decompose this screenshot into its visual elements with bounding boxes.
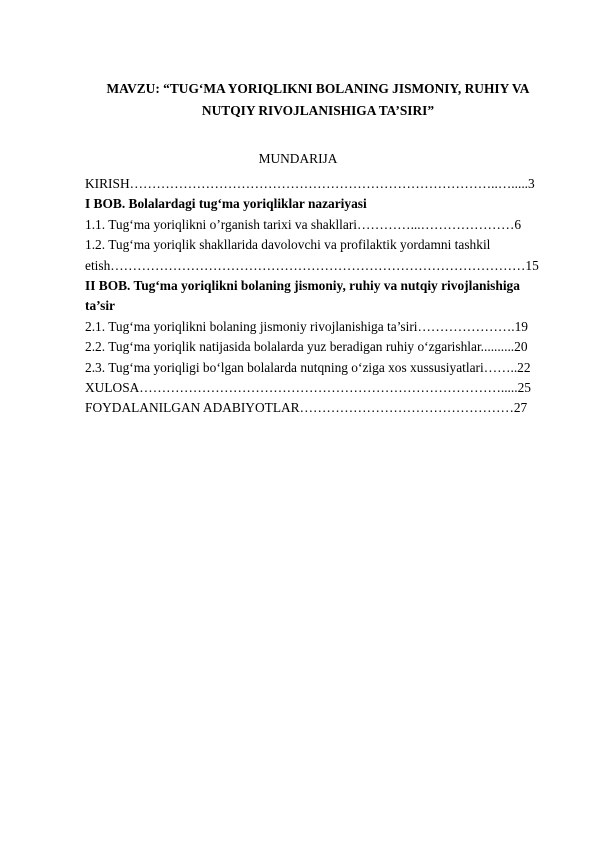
title-line-2: NUTQIY RIVOJLANISHIGA TA’SIRI” bbox=[201, 102, 435, 118]
toc-entry-2-3: 2.3. Tug‘ma yoriqligi bo‘lgan bolalarda nutqning o‘ziga xos xussusiyatlari……..22 bbox=[85, 359, 531, 375]
toc-entry-2-1: 2.1. Tug‘ma yoriqlikni bolaning jismoniy rivojlanishiga ta’siri………………….19 bbox=[85, 318, 529, 334]
toc-chapter-2-heading-line-1: II BOB. Tug‘ma yoriqlikni bolaning jismoniy, ruhiy va nutqiy rivojlanishiga bbox=[85, 278, 520, 294]
toc-entry-introduction: KIRISH………………………………………………………………………..….....3 bbox=[85, 176, 535, 191]
toc-entry-conclusion: XULOSA……………………………………………………………………….....25 bbox=[85, 380, 531, 396]
toc-entry-references: FOYDALANILGAN ADABIYOTLAR…………………………………………27 bbox=[85, 400, 528, 416]
toc-entry-2-2: 2.2. Tug‘ma yoriqlik natijasida bolalarda yuz beradigan ruhiy o‘zgarishlar..........20 bbox=[85, 339, 528, 355]
title-line-1: MAVZU: “TUG‘MA YORIQLIKNI BOLANING JISMONIY, RUHIY VA bbox=[106, 81, 530, 96]
document-title bbox=[60, 78, 576, 121]
toc-chapter-2-heading-line-2: ta’sir bbox=[85, 298, 115, 314]
toc-entry-1-2-line-2: etish…………………………………………………………………………………15 bbox=[85, 257, 539, 273]
toc-entry-1-2-line-1: 1.2. Tug‘ma yoriqlik shakllarida davolovchi va profilaktik yordamni tashkil bbox=[85, 237, 491, 253]
toc-chapter-1-heading: I BOB. Bolalardagi tug‘ma yoriqliklar nazariyasi bbox=[85, 196, 367, 212]
toc-entry-1-1: 1.1. Tug‘ma yoriqlikni o’rganish tarixi va shakllari…………...…………………6 bbox=[85, 216, 522, 232]
contents-heading: MUNDARIJA bbox=[258, 151, 338, 166]
table-of-contents bbox=[85, 174, 560, 419]
